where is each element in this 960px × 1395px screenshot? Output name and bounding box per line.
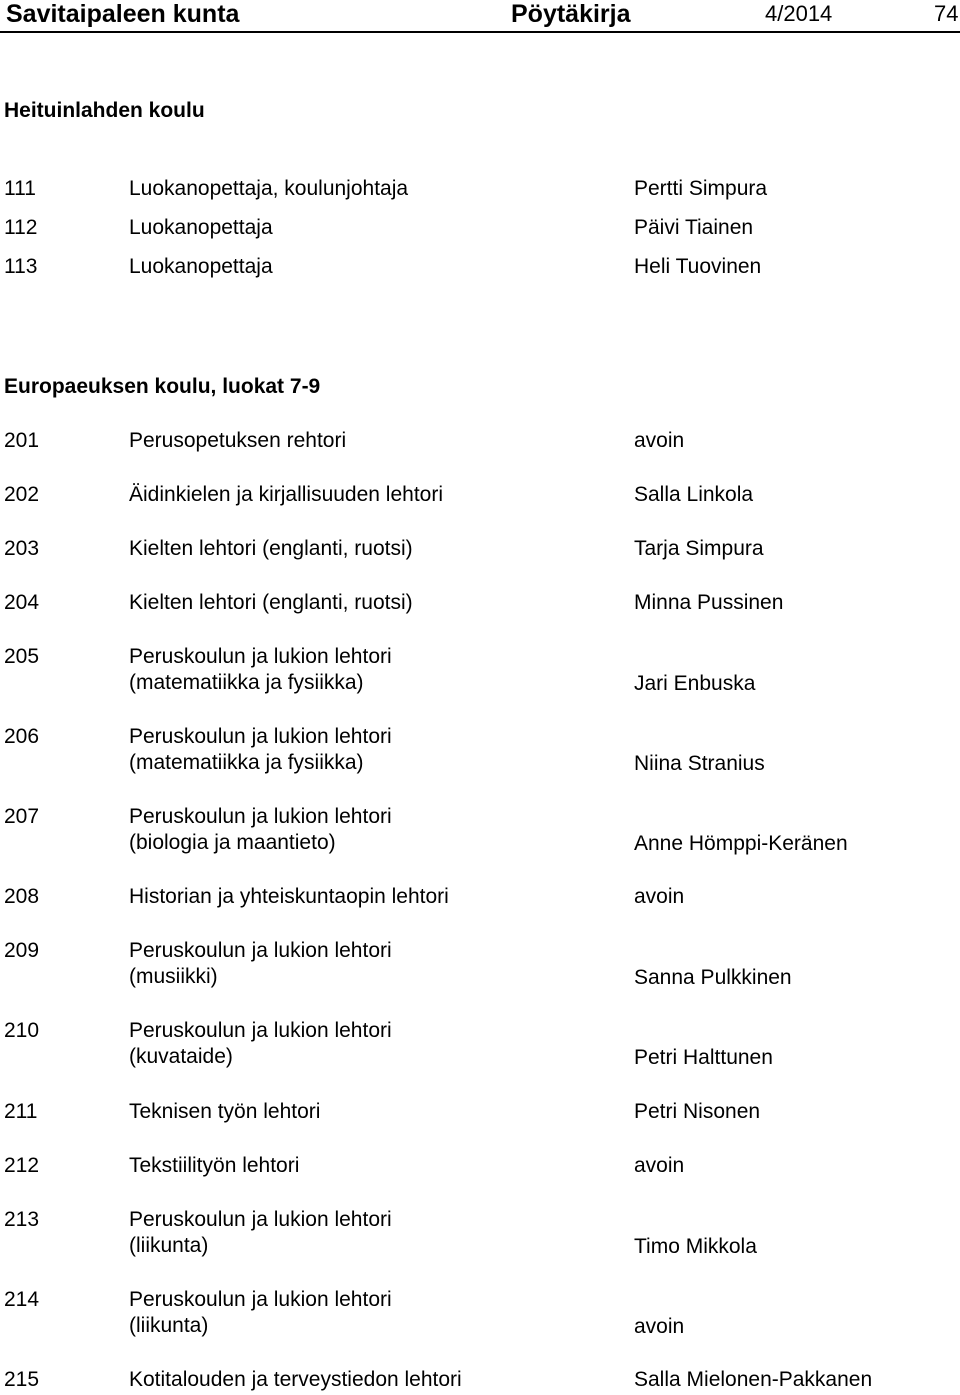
position-code: 111	[4, 177, 36, 200]
position-title-line: (liikunta)	[129, 1314, 209, 1337]
position-holder: avoin	[634, 1154, 685, 1177]
position-title-line: (kuvataide)	[129, 1045, 233, 1068]
position-code: 113	[4, 255, 38, 278]
position-holder: avoin	[634, 429, 685, 452]
position-code: 203	[4, 537, 40, 560]
position-title	[129, 536, 413, 562]
position-title-line: Kielten lehtori (englanti, ruotsi)	[129, 537, 413, 560]
position-code: 201	[4, 429, 40, 452]
position-title	[129, 1018, 392, 1070]
position-title	[129, 884, 449, 910]
position-title-line: Peruskoulun ja lukion lehtori	[129, 1019, 392, 1042]
section-title: Heituinlahden koulu	[4, 99, 205, 122]
position-title	[129, 590, 413, 616]
position-holder: avoin	[634, 1315, 685, 1338]
position-code: 215	[4, 1368, 40, 1391]
position-title	[129, 1207, 392, 1259]
position-code: 202	[4, 483, 40, 506]
position-code: 213	[4, 1208, 40, 1231]
organization-name: Savitaipaleen kunta	[6, 0, 240, 28]
position-title-line: Kielten lehtori (englanti, ruotsi)	[129, 591, 413, 614]
position-title-line: Teknisen työn lehtori	[129, 1100, 321, 1123]
position-title	[129, 938, 392, 990]
position-title	[129, 724, 392, 776]
document-type: Pöytäkirja	[511, 0, 631, 28]
position-title-line: Peruskoulun ja lukion lehtori	[129, 725, 392, 748]
document-number: 4/2014	[765, 1, 833, 26]
position-title-line: Peruskoulun ja lukion lehtori	[129, 1208, 392, 1231]
position-code: 112	[4, 216, 38, 239]
position-title	[129, 1367, 462, 1393]
position-code: 206	[4, 725, 40, 748]
position-holder: Minna Pussinen	[634, 591, 784, 614]
position-title	[129, 1153, 299, 1179]
position-title-line: Kotitalouden ja terveystiedon lehtori	[129, 1368, 462, 1391]
position-title-line: Luokanopettaja, koulunjohtaja	[129, 177, 409, 200]
position-code: 214	[4, 1288, 40, 1311]
position-code: 212	[4, 1154, 40, 1177]
position-code: 211	[4, 1100, 38, 1123]
position-title-line: Peruskoulun ja lukion lehtori	[129, 939, 392, 962]
page-header	[0, 0, 960, 32]
position-holder: Petri Halttunen	[634, 1046, 773, 1069]
position-holder: Pertti Simpura	[634, 177, 768, 200]
position-holder: Petri Nisonen	[634, 1100, 761, 1123]
position-code: 209	[4, 939, 40, 962]
position-title-line: Peruskoulun ja lukion lehtori	[129, 645, 392, 668]
position-title-line: (matematiikka ja fysiikka)	[129, 751, 364, 774]
position-code: 204	[4, 591, 40, 614]
position-holder: Heli Tuovinen	[634, 255, 762, 278]
section-title: Europaeuksen koulu, luokat 7-9	[4, 375, 321, 398]
position-holder: Päivi Tiainen	[634, 216, 754, 239]
position-holder: Tarja Simpura	[634, 537, 764, 560]
position-title-line: Peruskoulun ja lukion lehtori	[129, 805, 392, 828]
position-title-line: Tekstiilityön lehtori	[129, 1154, 300, 1177]
position-title-line: Historian ja yhteiskuntaopin lehtori	[129, 885, 449, 908]
position-title	[129, 1099, 320, 1125]
page-number: 74	[934, 1, 959, 26]
position-code: 205	[4, 645, 40, 668]
position-code: 208	[4, 885, 40, 908]
position-title	[129, 1287, 392, 1339]
position-title-line: Luokanopettaja	[129, 255, 273, 278]
position-title	[129, 482, 443, 508]
position-title-line: Luokanopettaja	[129, 216, 273, 239]
position-title-line: (biologia ja maantieto)	[129, 831, 336, 854]
position-title	[129, 176, 408, 202]
position-title-line: Peruskoulun ja lukion lehtori	[129, 1288, 392, 1311]
position-title-line: Äidinkielen ja kirjallisuuden lehtori	[129, 483, 444, 506]
position-holder: Sanna Pulkkinen	[634, 966, 792, 989]
position-holder: Salla Mielonen-Pakkanen	[634, 1368, 873, 1391]
position-title-line: (liikunta)	[129, 1234, 209, 1257]
position-code: 210	[4, 1019, 40, 1042]
position-holder: avoin	[634, 885, 685, 908]
position-title-line: (musiikki)	[129, 965, 218, 988]
position-holder: Niina Stranius	[634, 752, 765, 775]
position-code: 207	[4, 805, 40, 828]
position-holder: Timo Mikkola	[634, 1235, 757, 1258]
position-title	[129, 428, 346, 454]
position-title	[129, 254, 273, 280]
position-title-line: Perusopetuksen rehtori	[129, 429, 347, 452]
header-divider	[0, 31, 960, 33]
position-title	[129, 215, 273, 241]
position-holder: Anne Hömppi-Keränen	[634, 832, 848, 855]
position-holder: Jari Enbuska	[634, 672, 756, 695]
position-holder: Salla Linkola	[634, 483, 754, 506]
position-title-line: (matematiikka ja fysiikka)	[129, 671, 364, 694]
position-title	[129, 804, 392, 856]
position-title	[129, 644, 392, 696]
